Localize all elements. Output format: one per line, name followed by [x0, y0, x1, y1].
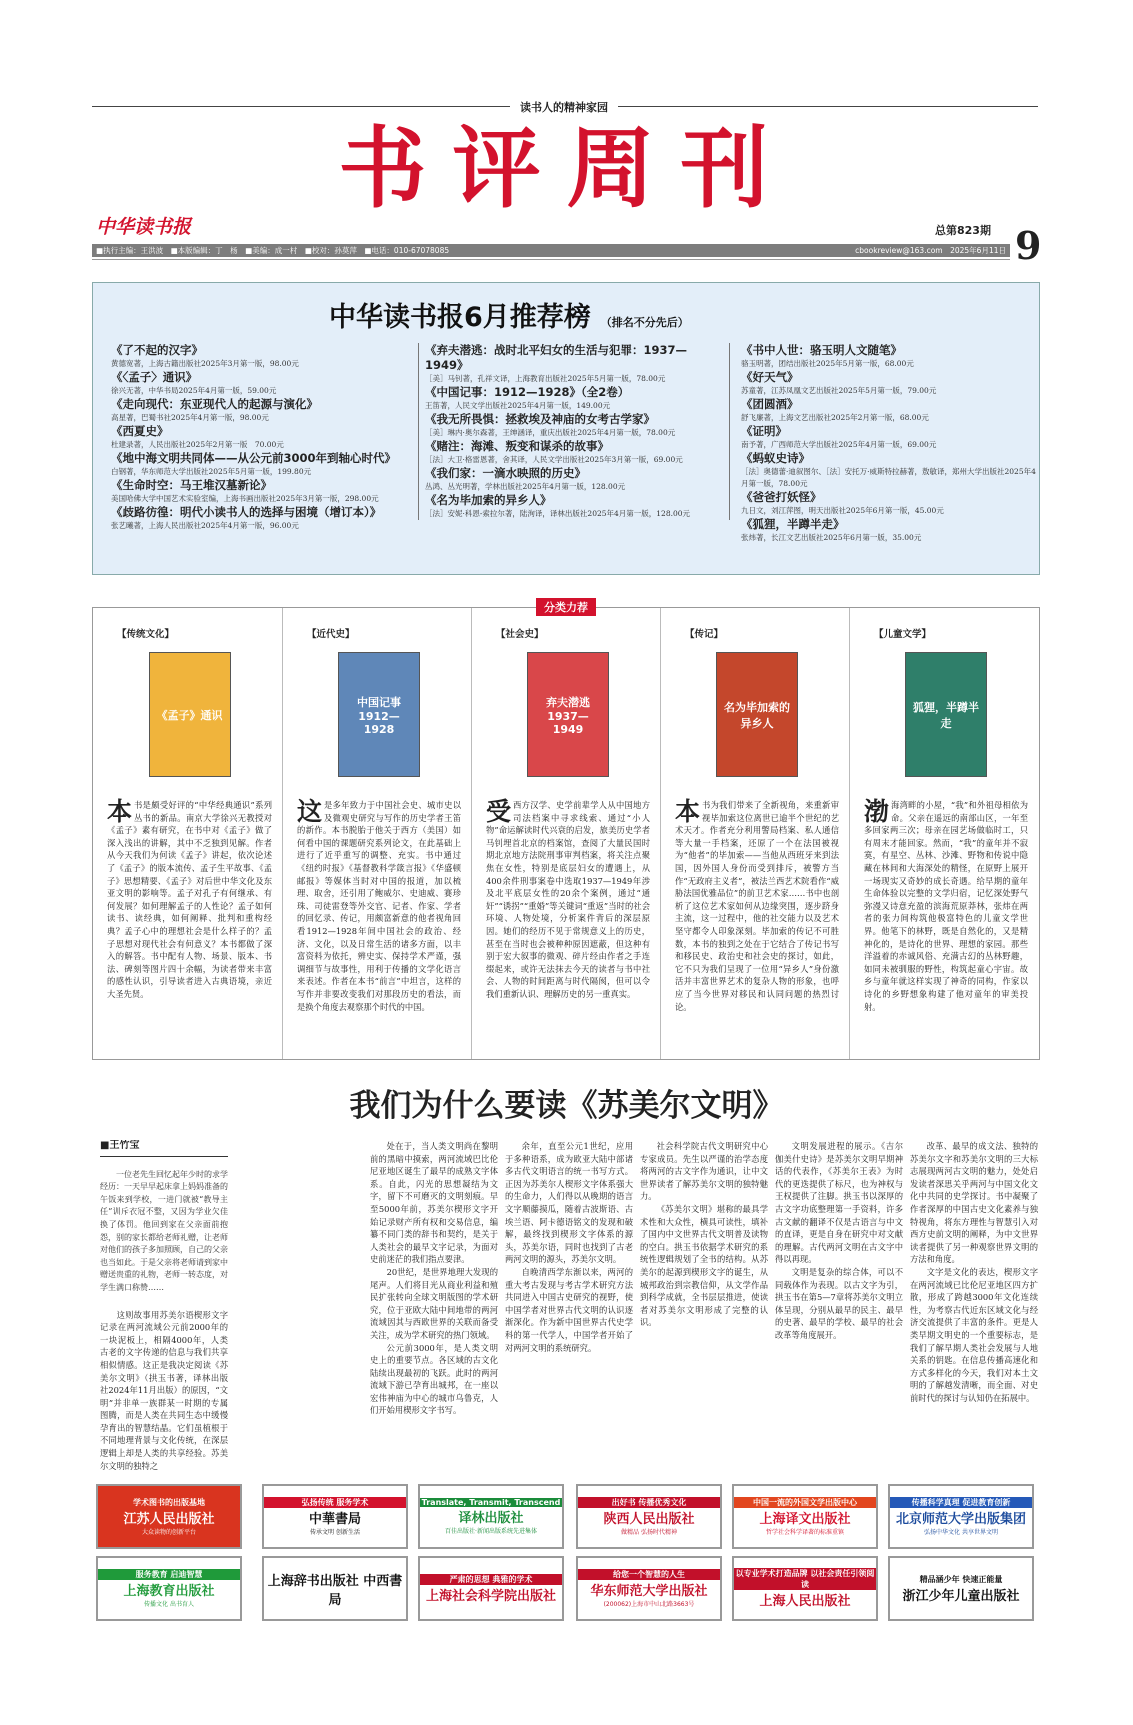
- recommend-item: [111, 397, 411, 424]
- book-title: 《我无所畏惧：拯救埃及神庙的女考古学家》: [425, 412, 655, 426]
- cover-title: 《孟子》通识: [156, 708, 223, 722]
- article-paragraph: 改革、最早的成文法、独特的苏美尔文字和苏美尔文明的三大标志展现两河古文明的魅力，处处启发读者深思关乎两河与中国文化文化中共同的史学探讨。书中凝聚了作者深厚的中国古史文化素养与独特视角，将东方理性与智慧引入对西方史前文明的阐释，为中文世界读者提供了另一种观察世界文明的方法和角度。: [910, 1141, 1038, 1265]
- blurb-text: 海湾畔的小屋，“我”和外祖母相依为命。父亲在遥远的南部山区，一年至多回家两三次；母亲在园艺场做临时工，只有周末才能回家。然而，“我”的童年并不寂寞，有星空、丛林、沙滩、野物和传说中隐藏在林间和大海深处的精怪，在原野上展开一场现实又奇妙的成长奇遇。给早期的童年生命体验以完整的文学归宿，记忆深处野气弥漫又诗意充盈的滨海荒原莽林，张炜在两者的张力间构筑他极富特色的儿童文学世界。他笔下的林野，既是自然化的，又是精神化的，是诗化的世界、理想的家园。那些洋溢着的赤诚风俗、充满古幻的丛林野趣，如同未被驯服的野性，构筑起童心宇宙。故乡与童年就这样实现了神奇的同构，作家以诗化的乡野想象构建了他对童年的审美投射。: [864, 800, 1028, 1012]
- masthead: 书评周刊: [338, 116, 795, 220]
- article-intro: 一位老先生回忆起年少时的求学经历：一天早早起床拿上妈妈准备的午饭来到学校，一进门就被“教导主任”训斥衣冠不整，又因为学业欠佳换了体罚。他回到家在父亲面前抱怨，别的家长都给老师礼赠，让老师对他们的孩子多加照顾，自己的父亲也当如此。于是父亲将老师请到家中赠送贵重的礼物，老师一转态度，对学生满口称赞……: [100, 1169, 228, 1292]
- book-title: 《生命时空：马王堆汉墓新论》: [111, 478, 272, 492]
- recommend-column: [418, 343, 730, 520]
- newspaper-logo: 中华读书报: [96, 216, 192, 238]
- recommend-item: [111, 505, 411, 532]
- book-title: 《狐狸，半蹲半走》: [741, 517, 845, 531]
- recommend-item: [741, 343, 1041, 370]
- publisher-ad: [418, 1556, 564, 1621]
- category-label: 【传记】: [685, 629, 724, 640]
- category-column: [282, 608, 471, 1059]
- book-title: 《好天气》: [741, 370, 799, 384]
- book-title: 《了不起的汉字》: [111, 343, 203, 357]
- category-label: 【社会史】: [496, 629, 544, 640]
- article-paragraph: 处在于，当人类文明尚在黎明前的黑暗中摸索，两河流域巴比伦尼亚地区诞生了最早的成熟文字体系。自此，闪光的思想凝结为文字，留下不可磨灭的文明刻痕。早至5000年前，苏美尔楔形文字开始记录财产所有权和交易信息，编纂不同门类的辞书和契约，是关于人类社会的最早文字记录，为面对史前迷茫的我们指点要津。: [370, 1141, 498, 1265]
- category-column: [849, 608, 1038, 1059]
- recommend-item: [741, 451, 1041, 490]
- book-meta: 丛鸿、丛光明著，学林出版社2025年4月第一版，128.00元: [425, 482, 626, 491]
- ad-slogan: Translate, Transmit, Transcend: [421, 1498, 561, 1507]
- publisher-ad: [96, 1556, 242, 1621]
- drop-cap: 本: [675, 797, 701, 826]
- recommend-item: [425, 439, 723, 466]
- book-title: 《书中人世：骆玉明人文随笔》: [741, 343, 902, 357]
- article-paragraph: 文明发展进程的展示。《吉尔伽美什史诗》是苏美尔文明早期神话的代表作，《苏美尔王表》为时代的更迭提供了标尺，也为神权与王权提供了注脚。拱玉书以深厚的古文字功底整理第一手资料，许多古文献的翻译不仅是古语言与中文的直译，更是自身在研究中对文献的理解。古代两河文明在古文字中得以再现。: [775, 1141, 903, 1265]
- article-column: [235, 1140, 363, 1476]
- recommend-item: [741, 490, 1041, 517]
- ad-slogan: 学术图书的出版基地: [133, 1498, 205, 1507]
- recommend-title: [329, 295, 689, 334]
- editor-info: ■执行主编：王洪波 ■本版编辑：丁 杨 ■美编：成一村 ■校对：孙莫萍 ■电话：010-67078085: [96, 246, 450, 255]
- book-meta: 高星著，巴蜀书社2025年4月第一版，98.00元: [111, 413, 269, 422]
- ad-slogan-2: 弘扬中华文化 共享世界文明: [924, 1529, 998, 1536]
- article-column: [910, 1140, 1038, 1476]
- book-title: 《名为毕加索的异乡人》: [425, 493, 552, 507]
- book-cover: [716, 652, 798, 777]
- blurb-text: 是多年致力于中国社会史、城市史以及微观史研究与写作的历史学者王笛的新作。本书脱胎于他关于西方（美国）如何看中国的课题研究系列论文，在此基础上进行了近乎重写的调整、充实。书中通过《纽约时报》《基督教科学箴言报》《华盛顿邮报》等媒体当时对中国的报道，加以梳理、取舍，还引用了鲍威尔、史迪威、赛珍珠、司徒雷登等外交官、记者、作家、学者的回忆录、传记，用颇富新意的他者视角回看1912—1928年间中国社会的政治、经济、文化，以及日常生活的诸多方面，以丰富资料为依托，辨史实、保持学术严谨，强调细节与故事性，用利于传播的文学化语言来表述。作者在本书“前言”中坦言，这样的写作并非要改变我们对那段历史的看法，而是换个角度去观察那个时代的中国。: [297, 800, 461, 1012]
- book-title: 《我们家：一滴水映照的历史》: [425, 466, 586, 480]
- article-paragraph: 文明是复杂的综合体，可以不同载体作为表现。以古文字为引，拱玉书在第5—7章将苏美尔文明立体呈现，分别从最早的民主、最早的史著、最早的学校、最早的社会改革等角度展开。: [775, 1266, 903, 1340]
- ad-slogan: 中国一流的外国文学出版中心: [734, 1497, 876, 1508]
- ad-slogan: 弘扬传统 服务学术: [264, 1497, 406, 1508]
- book-cover: [149, 652, 231, 777]
- publisher-ad: [576, 1484, 722, 1549]
- ad-slogan: 服务教育 启迪智慧: [98, 1569, 240, 1580]
- book-meta: 舒飞廉著，上海文艺出版社2025年2月第一版，68.00元: [741, 413, 929, 422]
- recommend-item: [741, 517, 1041, 544]
- ad-slogan-2: 传播文化 出书育人: [144, 1601, 194, 1608]
- book-title: 《赌注：海滩、叛变和谋杀的故事》: [425, 439, 609, 453]
- book-meta: 杜建录著，人民出版社2025年2月第一版 70.00元: [111, 440, 284, 449]
- drop-cap: 本: [107, 797, 133, 826]
- article-paragraph: 《苏美尔文明》堪称的最具学术性和大众性，横具可读性，填补了国内中文世界古代文明普及读物的空白。拱玉书依据学术研究的系统性逻辑规划了全书的结构。从苏美尔的起源到楔形文字的诞生，从城邦政治到宗教信仰，从文学作品到科学成就，全书层层推进，使读者对苏美尔文明形成了完整的认识。: [640, 1203, 768, 1328]
- recommend-item: [741, 397, 1041, 424]
- book-meta: 美国哈佛大学中国艺术实验室编，上海书画出版社2025年3月第一版，298.00元: [111, 494, 379, 503]
- book-meta: ［法］大卫·格雷恩著，舍其译，人民文学出版社2025年3月第一版，69.00元: [425, 455, 683, 464]
- blurb-text: 书是颇受好评的“中华经典通识”系列丛书的新品。南京大学徐兴无教授对《孟子》素有研究，在书中对《孟子》做了深入浅出的讲解，其中不乏独到见解。作者从今天我们为何读《孟子》讲起，依次论述了《孟子》的版本流传、孟子生平故事、《孟子》思想精要、《孟子》对后世中华文化及东亚文明的影响等。孟子对孔子有何继承、有何发展？如何理解孟子的人性论？孟子如何读书、读经典，如何阐释、批判和重构经典？孟子心中的理想社会是什么样子的？孟子思想对现代社会有何意义？本书都做了深入的解答。书中配有人物、场景、版本、书法、碑刻等图片四十余幅，为读者带来丰富的感性认识，引导读者进入古典语境，亲近大圣先贤。: [107, 800, 272, 999]
- recommend-item: [425, 493, 723, 520]
- article-column: [370, 1140, 498, 1476]
- book-meta: 白钢著，华东师范大学出版社2025年5月第一版，199.80元: [111, 467, 312, 476]
- article-paragraph: 文字是文化的表达，楔形文字在两河流域已比伦尼亚地区四方扩散，形成了跨越3000年文化连续性，为考察古代近东区域文化与经济交流提供了丰富的条件。更是人类早期文明史的一个重要标志，是我们了解早期人类社会发展与人地关系的钥匙。在信息传播高速化和方式多样化的今天，我们对本土文明的了解越发清晰，而全面、对史前时代的探讨与认知仍在拓展中。: [910, 1266, 1038, 1403]
- book-meta: 徐兴无著，中华书局2025年4月第一版，59.00元: [111, 386, 277, 395]
- book-meta: ［美］马钊著，孔祥文译，上海教育出版社2025年5月第一版，78.00元: [425, 374, 666, 383]
- ad-publisher-name: 北京师范大学出版集团: [895, 1512, 1026, 1527]
- ad-publisher-name: 译林出版社: [458, 1511, 524, 1526]
- category-blurb: [297, 799, 461, 1013]
- article-paragraph: 自晚清西学东渐以来，两河的重大考古发现与考古学术研究方法共同进入中国古史研究的视野，使中国学者对世界古代文明的认识逐渐深化。作为新中国世界古代史学科的第一代学人，中国学者开始了对两河文明的系统研究。: [505, 1266, 633, 1353]
- category-column: [93, 608, 282, 1059]
- article-column: [640, 1140, 768, 1476]
- ad-slogan: 给您一个智慧的人生: [578, 1569, 720, 1580]
- book-meta: ［法］奥德蕾·迪叙图尔、［法］安托万·威斯特拉赫著，敖敏译，郑州大学出版社2025年4月第一版，78.00元: [741, 467, 1036, 488]
- ad-slogan-2: 哲学社会科学译著的标准重镇: [765, 1529, 844, 1536]
- category-blurb: [486, 799, 650, 1001]
- book-meta: 王笛著，人民文学出版社2025年4月第一版，149.00元: [425, 401, 611, 410]
- book-title: 《团圆酒》: [741, 397, 799, 411]
- book-meta: 九日文，刘江萍图，明天出版社2025年6月第一版，45.00元: [741, 506, 944, 515]
- book-meta: 骆玉明著，团结出版社2025年5月第一版，68.00元: [741, 359, 914, 368]
- ad-publisher-name: 上海译文出版社: [759, 1512, 851, 1527]
- book-cover: [338, 652, 420, 777]
- category-column: [471, 608, 660, 1059]
- cover-title: 中国记事 1912—1928: [357, 695, 401, 736]
- article-paragraph: 公元前3000年，是人类文明史上的重要节点。各区域的古文化陆续出现最初的飞跃。此时的两河流域下游已孕育出城邦，在一座以宏伟神庙为中心的城市乌鲁克，人们开始用楔形文字书写。: [370, 1342, 498, 1416]
- recommend-title-text: 中华读书报6月推荐榜: [329, 302, 591, 333]
- page-number: 9: [1015, 223, 1042, 268]
- blurb-text: 书为我们带来了全新视角，来重新审视毕加索这位离世已逾半个世纪的艺术天才。作者充分利用警局档案、私人通信等大量一手档案，还原了一个在法国被视为“他者”的毕加索——当他从西班牙来到法国，因外国人身份而受到排斥，被警方当作“无政府主义者”，被法兰西艺术院看作“威胁法国优雅品位”的前卫艺术家……书中也剖析了这位艺术家如何从边缘突围，逐步跻身主流，这一过程中，他的社交能力以及艺术坚守都令人印象深刻。毕加索的传记不可胜数，本书的独到之处在于它结合了传记书写和移民史、政治史和社会史的探讨，如此，它不只为我们呈现了一位用“异乡人”身份激活并丰富世界艺术的复杂人物的形象，也呼应了当今世界对移民和认同问题的热烈讨论。: [675, 800, 839, 1012]
- book-title: 《走向现代：东亚现代人的起源与演化》: [111, 397, 318, 411]
- article-title: 我们为什么要读《苏美尔文明》: [349, 1088, 784, 1124]
- recommend-item: [111, 370, 411, 397]
- book-title: 《蚂蚁史诗》: [741, 451, 810, 465]
- category-blurb: [675, 799, 839, 1013]
- drop-cap: 渤: [864, 797, 890, 826]
- article-paragraph: 社会科学院古代文明研究中心专家成员。先生以严谨的治学态度将两河的古文字作为通识，让中文世界读者了解苏美尔文明的独特魅力。: [640, 1141, 768, 1202]
- book-title: 《弃夫潜逃：战时北平妇女的生活与犯罪：1937—1949》: [425, 343, 688, 372]
- recommend-box: [92, 282, 1040, 575]
- recommend-item: [111, 424, 411, 451]
- recommend-column: [741, 343, 1041, 544]
- book-title: 《西夏史》: [111, 424, 169, 438]
- recommend-item: [111, 343, 411, 370]
- article-column: [505, 1140, 633, 1476]
- recommend-item: [741, 370, 1041, 397]
- ad-publisher-name: 陕西人民出版社: [603, 1512, 695, 1527]
- cover-title: 名为毕加索的异乡人: [724, 700, 790, 730]
- ad-slogan: 严肃的思想 典雅的学术: [420, 1574, 562, 1585]
- ad-publisher-name: 浙江少年儿童出版社: [902, 1588, 1020, 1604]
- book-meta: 苏童著，江苏凤凰文艺出版社2025年5月第一版，79.00元: [741, 386, 937, 395]
- ad-slogan: 精品涵少年 快速正能量: [919, 1574, 1003, 1584]
- book-title: 《爸爸打妖怪》: [741, 490, 822, 504]
- publisher-ad: [576, 1556, 722, 1621]
- publisher-ad: [888, 1556, 1034, 1621]
- cover-title: 弃夫潜逃 1937—1949: [546, 695, 590, 736]
- info-bar: [92, 244, 1010, 257]
- category-tag: 分类力荐: [536, 598, 596, 616]
- slogan: 读书人的精神家园: [510, 99, 618, 115]
- category-blurb: [864, 799, 1028, 1013]
- blurb-text: 西方汉学、史学前辈学人从中国地方司法档案中寻求线索、通过“小人物”命运解读时代兴衰的启发，旅美历史学者马钊埋首北京的档案馆，查阅了大量民国时期北京地方法院刑事审判档案，将关注点聚焦在女性，特别是底层妇女的遭遇上，从400余件刑事案卷中选取1937—1949年涉及北平底层女性的20余个案例，通过“通奸”“诱拐”“重婚”等关键词“重返”当时的社会环境、人物处境，分析案件背后的深层原因。她们的经历不见于常规意义上的历史，甚至在当时也会被种种原因遮蔽，但这种有别于宏大叙事的微观、碎片经由作者之手连缀起来，或许无法抹去今天的读者与书中社会、人物的时间距离与时代隔阂，但可以令我们重新认识、理解历史的另一重真实。: [486, 800, 650, 999]
- book-meta: 张艺曦著，上海人民出版社2025年4月第一版，96.00元: [111, 521, 299, 530]
- issue-number: 总第823期: [935, 224, 991, 237]
- rule: [92, 259, 1010, 260]
- cover-title: 狐狸，半蹲半走: [913, 700, 979, 730]
- category-box: [92, 607, 1040, 1060]
- recommend-item: [425, 412, 723, 439]
- ad-slogan-2: 传承文明 创新生活: [310, 1529, 360, 1536]
- ad-publisher-name: 上海辞书出版社 中西書局: [267, 1573, 403, 1608]
- book-title: 《歧路彷徨：明代小读书人的选择与困境（增订本）》: [111, 505, 382, 519]
- recommend-item: [425, 385, 723, 412]
- recommend-item: [741, 424, 1041, 451]
- book-meta: 张炜著，长江文艺出版社2025年6月第一版，35.00元: [741, 533, 922, 542]
- ad-publisher-name: 上海社会科学院出版社: [425, 1588, 556, 1604]
- ad-slogan-2: (200062)上海市中山北路3663号: [603, 1601, 695, 1608]
- article-column: [775, 1140, 903, 1476]
- ad-publisher-name: 中華書局: [308, 1512, 361, 1527]
- author-byline: ■王竹宝: [100, 1140, 228, 1157]
- ad-slogan: 以专业学术打造品牌 以社会责任引领阅读: [735, 1569, 875, 1589]
- ad-publisher-name: 华东师范大学出版社: [590, 1584, 708, 1599]
- publisher-ad: [418, 1484, 564, 1549]
- article-paragraph: 这则故事用苏美尔语楔形文字记录在两河流域公元前2000年的一块泥板上，相隔4000年，人类古老的文字传递的信息与我们共享相似情感。这正是我决定阅读《苏美尔文明》（拱玉书著，译林出版社2024年11月出版）的原因，“文明”并非单一族群某一时期的专属图腾，而是人类在共同生态中缓慢孕育出的智慧结晶。它们虽植根于不同地理背景与文化传统，在深层逻辑上却是人类的共享经验。苏美尔文明的独特之: [100, 1309, 228, 1471]
- ad-slogan-2: 做精品 弘扬时代精神: [621, 1529, 677, 1536]
- recommend-column: [111, 343, 411, 532]
- drop-cap: 这: [297, 797, 323, 826]
- publisher-ad: [732, 1484, 878, 1549]
- category-column: [660, 608, 849, 1059]
- book-title: 《〈孟子〉通识》: [111, 370, 198, 384]
- article-paragraph: 余年，直至公元1世纪，应用于多种语系，成为欧亚大陆中部诸多古代文明语言的统一书写方式。正因为苏美尔人楔形文字体系强大的生命力，人们得以从晚期的语言文字顺藤摸瓜，随着古波斯语、古埃兰语、阿卡德语铭文的发现和破解，最终找到楔形文字体系的源头，苏美尔语，同时也找到了古老两河文明的源头，苏美尔文明。: [505, 1141, 633, 1265]
- publisher-ad: [262, 1484, 408, 1549]
- ad-publisher-name: 江苏人民出版社: [123, 1512, 215, 1527]
- recommend-item: [111, 478, 411, 505]
- drop-cap: 受: [486, 797, 512, 826]
- contact-date: cbookreview@163.com 2025年6月11日: [855, 246, 1006, 255]
- recommend-item: [425, 343, 723, 385]
- recommend-item: [425, 466, 723, 493]
- book-cover: [905, 652, 987, 777]
- category-label: 【儿童文学】: [874, 629, 932, 640]
- book-title: 《证明》: [741, 424, 787, 438]
- article-paragraph: 20世纪，是世界地理大发现的尾声。人们将目光从商业利益和殖民扩张转向全球文明版图的学术研究，位于亚欧大陆中间地带的两河流域因其与西欧世界的关联而备受关注，成为学术研究的热门领域。: [370, 1266, 498, 1340]
- book-meta: ［法］安妮·科恩-索拉尔著，陆洵译，译林出版社2025年4月第一版，128.00元: [425, 509, 691, 518]
- publisher-ad: [732, 1556, 878, 1621]
- book-meta: 黄德宽著，上海古籍出版社2025年3月第一版，98.00元: [111, 359, 299, 368]
- book-meta: ［美］琳内·奥尔森著，王绅涵译，重庆出版社2025年4月第一版，78.00元: [425, 428, 676, 437]
- recommend-note: （排名不分先后）: [600, 316, 689, 329]
- article-column: [100, 1140, 228, 1476]
- ad-publisher-name: 上海教育出版社: [123, 1584, 215, 1599]
- ad-slogan: 传播科学真理 促进教育创新: [890, 1497, 1032, 1508]
- ad-publisher-name: 上海人民出版社: [759, 1594, 851, 1609]
- book-cover: [527, 652, 609, 777]
- book-title: 《地中海文明共同体——从公元前3000年到轴心时代》: [111, 451, 397, 465]
- book-title: 《中国记事：1912—1928》（全2卷）: [425, 385, 630, 399]
- category-blurb: [107, 799, 272, 1001]
- ad-slogan-2: 大众读物的创新平台: [141, 1529, 196, 1536]
- publisher-ad: [96, 1484, 242, 1549]
- category-label: 【传统文化】: [117, 629, 175, 640]
- category-label: 【近代史】: [307, 629, 355, 640]
- publisher-ad: [262, 1556, 408, 1621]
- book-meta: 南予著，广西师范大学出版社2025年4月第一版，69.00元: [741, 440, 937, 449]
- ad-slogan-2: 百佳出版社·新闻出版系统先进集体: [445, 1528, 537, 1535]
- publisher-ad: [888, 1484, 1034, 1549]
- recommend-item: [111, 451, 411, 478]
- ad-slogan: 出好书 传播优秀文化: [578, 1497, 720, 1508]
